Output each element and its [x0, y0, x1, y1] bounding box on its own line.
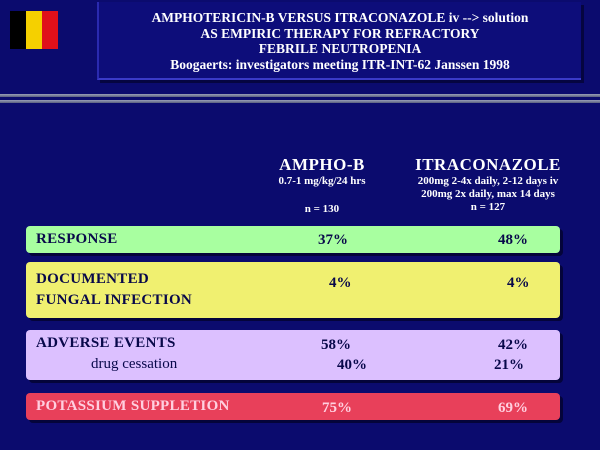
flag-stripe-red	[42, 11, 58, 49]
documented-row	[26, 262, 560, 318]
ampho-dose: 0.7-1 mg/kg/24 hrs	[278, 175, 366, 187]
itra-column-header	[398, 155, 578, 214]
drug-cessation-itra-value: 21%	[494, 357, 524, 373]
title-line-3: FEBRILE NEUTROPENIA	[258, 41, 422, 56]
response-ampho-value: 37%	[318, 232, 348, 248]
itra-name: ITRACONAZOLE	[415, 155, 561, 174]
documented-ampho-value: 4%	[329, 275, 352, 291]
potassium-ampho-value: 75%	[322, 400, 352, 416]
drug-cessation-label: drug cessation	[91, 356, 178, 372]
title-line-1: AMPHOTERICIN-B VERSUS ITRACONAZOLE iv --> solution	[151, 10, 529, 25]
response-row	[26, 226, 560, 253]
response-label: RESPONSE	[36, 231, 118, 247]
itra-dose-2: 200mg 2x daily, max 14 days	[421, 188, 555, 200]
ampho-n: n = 130	[304, 203, 340, 215]
potassium-row	[26, 393, 560, 420]
documented-label-2: FUNGAL INFECTION	[36, 292, 193, 308]
adverse-ampho-value: 58%	[321, 337, 351, 353]
belgian-flag	[10, 11, 58, 49]
flag-stripe-black	[10, 11, 26, 49]
title-line-4: Boogaerts: investigators meeting ITR-INT-62 Janssen 1998	[170, 56, 510, 72]
potassium-label: POTASSIUM SUPPLETION	[36, 398, 230, 414]
divider-top	[0, 94, 600, 97]
response-itra-value: 48%	[498, 232, 528, 248]
title-box	[97, 2, 581, 80]
potassium-itra-value: 69%	[498, 400, 528, 416]
itra-dose-1: 200mg 2-4x daily, 2-12 days iv	[417, 175, 559, 187]
drug-cessation-ampho-value: 40%	[337, 357, 367, 373]
documented-itra-value: 4%	[507, 275, 530, 291]
documented-label-1: DOCUMENTED	[36, 271, 150, 287]
adverse-label: ADVERSE EVENTS	[36, 335, 176, 351]
adverse-itra-value: 42%	[498, 337, 528, 353]
adverse-events-row	[26, 330, 560, 380]
divider-bottom	[0, 100, 600, 103]
flag-stripe-yellow	[26, 11, 42, 49]
ampho-column-header	[262, 155, 382, 216]
itra-n: n = 127	[470, 201, 506, 213]
title-line-2: AS EMPIRIC THERAPY FOR REFRACTORY	[200, 25, 480, 41]
ampho-name: AMPHO-B	[279, 155, 365, 174]
